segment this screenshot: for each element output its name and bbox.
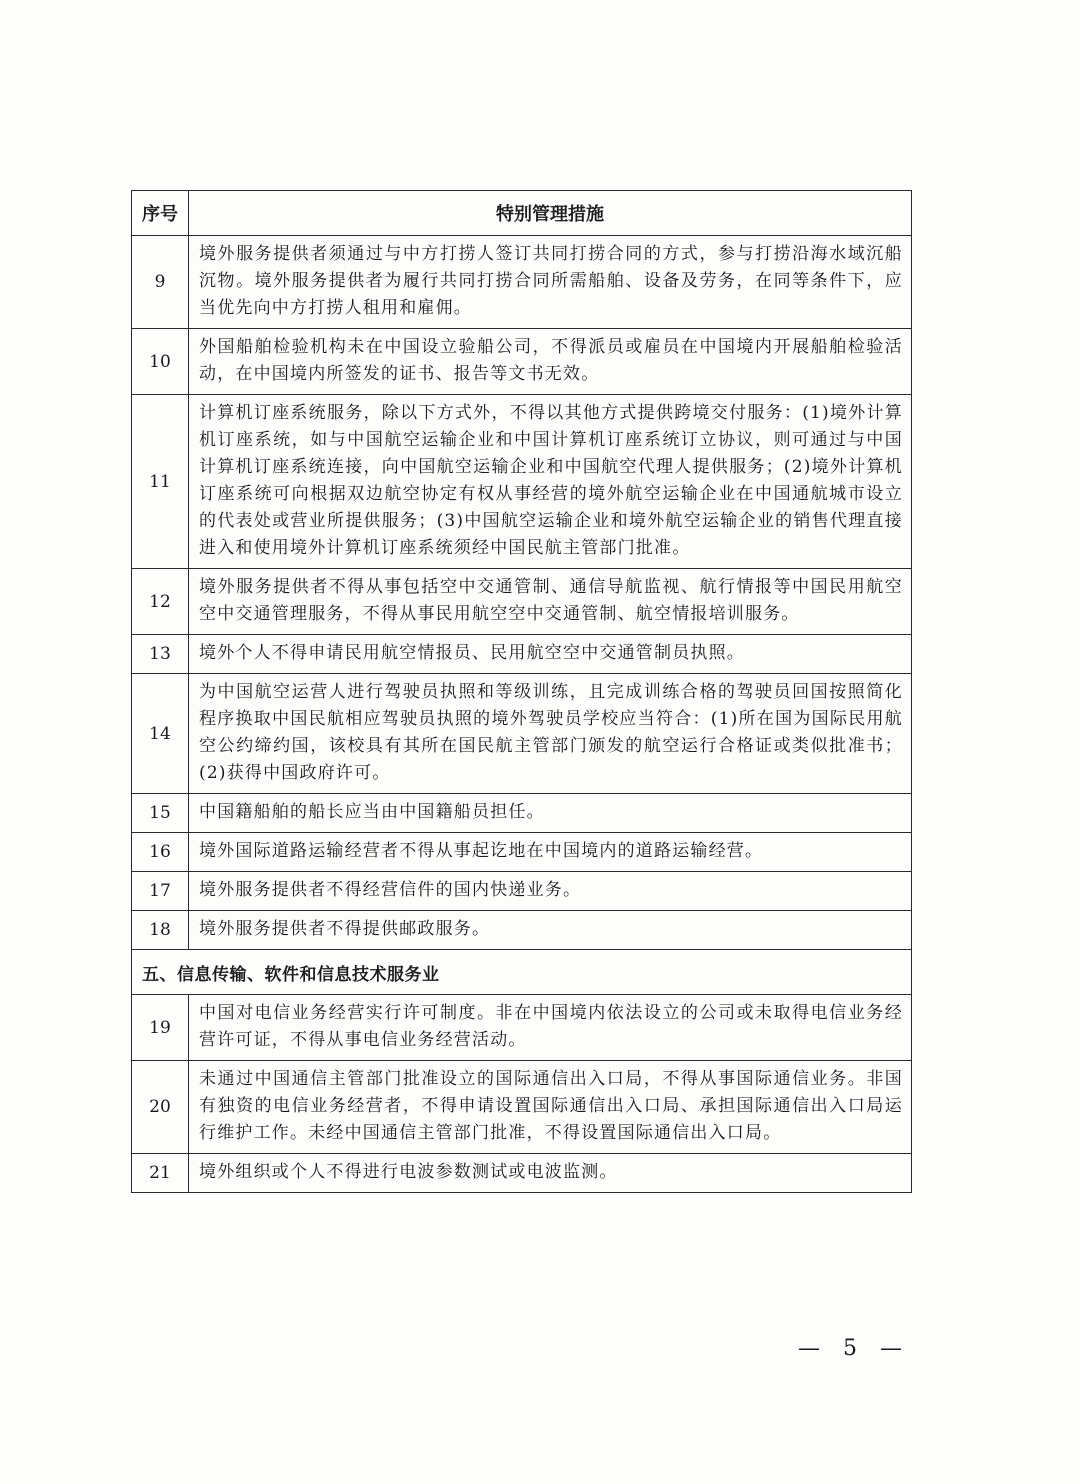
table-row — [132, 911, 912, 950]
section-title: 五、信息传输、软件和信息技术服务业 — [132, 950, 912, 995]
row-number: 20 — [132, 1061, 189, 1154]
row-text: 境外服务提供者不得从事包括空中交通管制、通信导航监视、航行情报等中国民用航空空中交通管理服务，不得从事民用航空空中交通管制、航空情报培训服务。 — [189, 569, 912, 635]
row-text: 境外国际道路运输经营者不得从事起讫地在中国境内的道路运输经营。 — [189, 833, 912, 872]
table-header-row — [132, 191, 912, 236]
table-row — [132, 395, 912, 569]
row-text: 境外服务提供者不得经营信件的国内快递业务。 — [189, 872, 912, 911]
table-row — [132, 236, 912, 329]
table-row — [132, 329, 912, 395]
row-number: 10 — [132, 329, 189, 395]
row-text: 境外个人不得申请民用航空情报员、民用航空空中交通管制员执照。 — [189, 635, 912, 674]
row-number: 11 — [132, 395, 189, 569]
row-text: 境外组织或个人不得进行电波参数测试或电波监测。 — [189, 1154, 912, 1193]
row-number: 9 — [132, 236, 189, 329]
table-row — [132, 1154, 912, 1193]
section-row — [132, 950, 912, 995]
row-number: 19 — [132, 995, 189, 1061]
row-number: 12 — [132, 569, 189, 635]
row-text: 中国籍船舶的船长应当由中国籍船员担任。 — [189, 794, 912, 833]
table-row — [132, 635, 912, 674]
row-number: 15 — [132, 794, 189, 833]
row-text: 境外服务提供者须通过与中方打捞人签订共同打捞合同的方式，参与打捞沿海水域沉船沉物。境外服务提供者为履行共同打捞合同所需船舶、设备及劳务，在同等条件下，应当优先向中方打捞人租用和雇佣。 — [189, 236, 912, 329]
row-text: 为中国航空运营人进行驾驶员执照和等级训练，且完成训练合格的驾驶员回国按照简化程序换取中国民航相应驾驶员执照的境外驾驶员学校应当符合：(1)所在国为国际民用航空公约缔约国，该校具有其所在国民航主管部门颁发的航空运行合格证或类似批准书；(2)获得中国政府许可。 — [189, 674, 912, 794]
row-text: 未通过中国通信主管部门批准设立的国际通信出入口局，不得从事国际通信业务。非国有独资的电信业务经营者，不得申请设置国际通信出入口局、承担国际通信出入口局运行维护工作。未经中国通信主管部门批准，不得设置国际通信出入口局。 — [189, 1061, 912, 1154]
table-row — [132, 833, 912, 872]
table-row — [132, 1061, 912, 1154]
row-number: 17 — [132, 872, 189, 911]
row-text: 计算机订座系统服务，除以下方式外，不得以其他方式提供跨境交付服务：(1)境外计算机订座系统，如与中国航空运输企业和中国计算机订座系统订立协议，则可通过与中国计算机订座系统连接，向中国航空运输企业和中国航空代理人提供服务；(2)境外计算机订座系统可向根据双边航空协定有权从事经营的境外航空运输企业在中国通航城市设立的代表处或营业所提供服务；(3)中国航空运输企业和境外航空运输企业的销售代理直接进入和使用境外计算机订座系统须经中国民航主管部门批准。 — [189, 395, 912, 569]
row-number: 18 — [132, 911, 189, 950]
row-number: 16 — [132, 833, 189, 872]
row-text: 外国船舶检验机构未在中国设立验船公司，不得派员或雇员在中国境内开展船舶检验活动，在中国境内所签发的证书、报告等文书无效。 — [189, 329, 912, 395]
table-row — [132, 674, 912, 794]
table-row — [132, 872, 912, 911]
table-row — [132, 569, 912, 635]
table-row — [132, 794, 912, 833]
table-row — [132, 995, 912, 1061]
page-number: — 5 — — [798, 1336, 910, 1361]
row-number: 13 — [132, 635, 189, 674]
special-measures-table — [131, 190, 912, 1193]
row-text: 中国对电信业务经营实行许可制度。非在中国境内依法设立的公司或未取得电信业务经营许可证，不得从事电信业务经营活动。 — [189, 995, 912, 1061]
row-text: 境外服务提供者不得提供邮政服务。 — [189, 911, 912, 950]
row-number: 21 — [132, 1154, 189, 1193]
header-measure: 特别管理措施 — [189, 191, 912, 236]
row-number: 14 — [132, 674, 189, 794]
header-number: 序号 — [132, 191, 189, 236]
